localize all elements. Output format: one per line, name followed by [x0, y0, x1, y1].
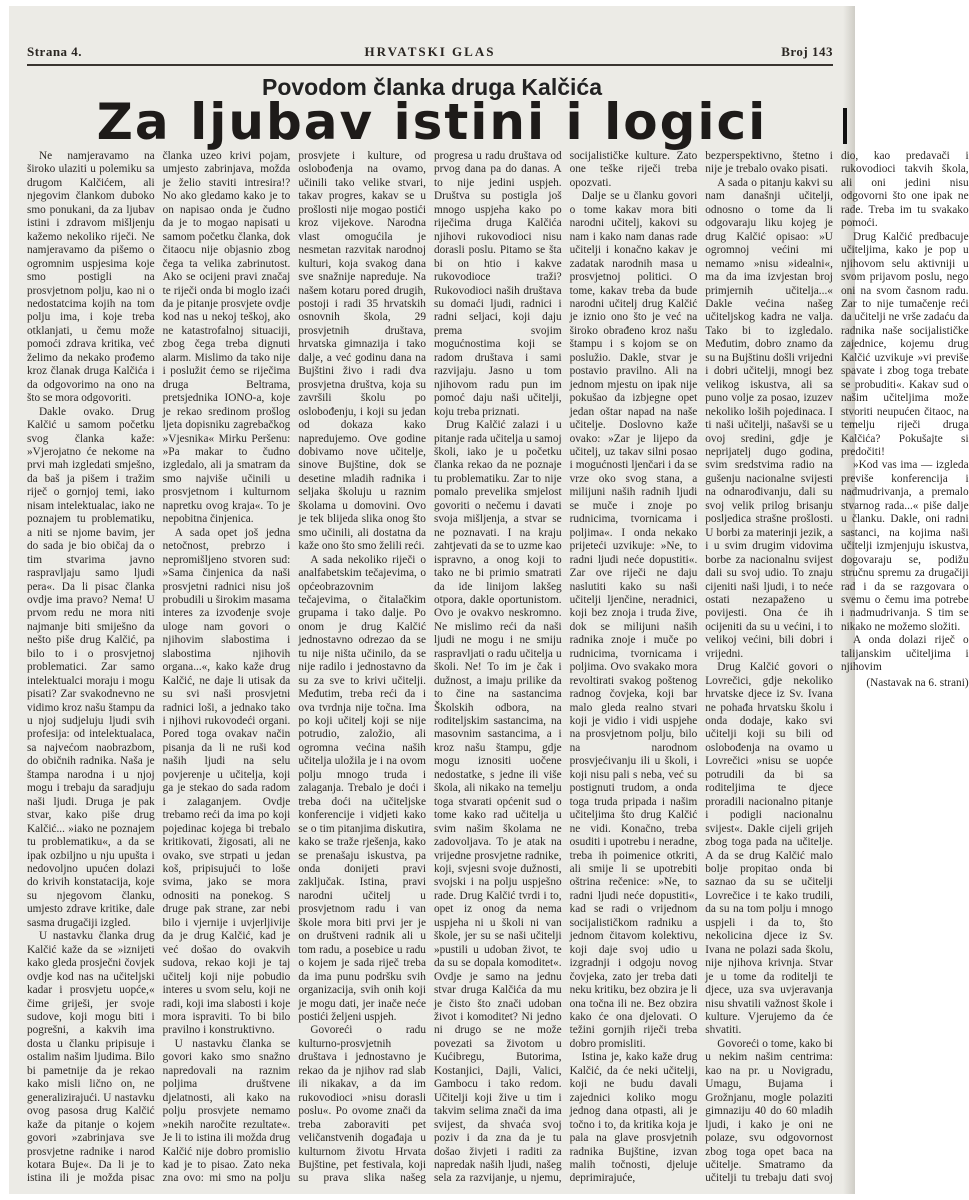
- page-number: Strana 4.: [27, 44, 83, 59]
- newspaper-page: [9, 6, 969, 1194]
- page-header: [27, 40, 833, 62]
- paragraph: U nastavku članka se govori kako smo snažno napredovali na raznim poljima društvene djelatnosti, ali kako na polju prosvjete nemamo »nekih naročite rezultate«. Je li to istina ili možda drug Kalčić nije dobro promislio kad je to pisao. Zato neka zna ovo: mi smo na polju prosvjete i kulture, od oslobođenja na ovamo, učinili tako velike stvari, takav progres, kakav se u prošlosti nije mogao postići kroz vijekove. Narodna vlast omogućila je nesmetan razvitak narodnoj kulturi, koja svakog dana sve snažnije napreduje. Na našem kotaru pored drugih, postoji i radi 35 hrvatskih osnovnih škola, 29 prosvjetnih društava, hrvatska gimnazija i tako dalje, a već godinu dana na Bujštini živo i radi dva prosvjetna društva, koja su završili školu po oslobođenju, i koji su jedan od dokaza kako napredujemo. Ove godine dobivamo nove učitelje, sinove Bujštine, dok se desetine mladih radnika i seljaka školuju u raznim školama u domovini. Ovo je tek blijeda slika onog što smo učinili, ali dostatna da kaže ono što smo želili reći.: [162, 150, 426, 1185]
- margin-mark: [843, 108, 847, 144]
- paragraph: Drug Kalčić zalazi i u pitanje rada učitelja u samoj školi, iako je u početku članka rekao da ne poznaje tu problematiku. Zar to nije pomalo prevelika smjelost govoriti o nečemu i davati svoja mišljenja, a stvar se ne poznavati. I na kraju zahtjevati da se to uzme kao ispravno, a onog koji to tako ne bi primio smatrati da ide linijom lakšeg otpora, dakle oportunistom. Ovo je ovakvo neskromno. Ne mislimo reći da naši ljudi ne mogu i ne smiju raspravljati o radu učitelja u školi. Ne! To im je čak i dužnost, a imaju prilike da to čine na sastancima Školskih odbora, na roditeljskim sastancima, na masovnim sastancima, a i kroz našu štampu, gdje mogu iznositi uočene nedostatke, s jedne ili više škola, ali nikako na temelju toga stvarati općenit sud o tome kako rad učitelja u svim našim školama ne zadovoljava. To je atak na vrijedne prosvjetne radnike, koji, svjesni svoje dužnosti, svojski i na polju uspješno rade. Drug Kalčić tvrdi i to, opet iz onog da nema uspjeha ni u školi ni van škole, jer su se naši učitelji »pustili u udoban život, te da su se dopala komoditet«. Ovdje je samo na jednu stvar druga Kalčića da mu je čisto što znači udoban život i komoditet? Ni jedno ni drugo se ne može povezati sa životom u Kućibregu, Butorima, Kostanjici, Dajli, Valici, Gambocu i tako redom. Učitelji koji žive u tim i takvim selima znači da ima svijest, da shvaća svoj poziv i da zna da je tu došao živjeti i raditi za napredak naših ljudi, našeg sela za razvijanje, u njemu, socijalističke kulture. Zato one teške riječi treba opozvati.: [433, 150, 698, 1185]
- paragraph: Govoreći o radu kulturno-prosvjetnih društava i jednostavno je rekao da je njihov rad slab ili nikakav, a da im rukovodioci »nisu dorasli poslu«. Po ovome znači da treba zaboraviti pet veličanstvenih događaja u kulturnom životu Hrvata Bujštine, pet festivala, koji su prava slika našeg progresa u radu društava od prvog dana pa do danas. A to nije jedini uspjeh. Društva su postigla još mnogo uspjeha kako po riječima druga Kalčića njihovi rukovodioci nisu dorasli poslu. Pitamo se šta bi on htio i kakve rukovodioce traži? Rukovodioci naših društava su domaći ljudi, radnici i radni seljaci, koji daju prema svojim mogućnostima koji se radom društava i sami razvijaju. Jasno u tom njihovom radu pun im pomoć daju naši učitelji, koju treba priznati.: [298, 150, 562, 1185]
- paragraph: »Kod vas ima — izgleda previše konferencija i nadmudrivanja, a premalo stvarnog rada...« piše dalje u članku. Dakle, oni radni sastanci, na kojima naši učitelji izmjenjuju iskustva, dogovaraju se, podižu stručnu spremu za drugačiji rad i da se razgovara o svemu o čemu ima potrebe i nadmudrivanja. S tim se nikako ne možemo složiti.: [840, 459, 969, 633]
- paragraph: A sada o pitanju kakvi su nam današnji učitelji, odnosno o tome da li odgovaraju liku kojeg je drug Kalčić opisao: »U ogromnoj većini mi nemamo »nisu »idealni«, ma da ima izvjestan broj primjernih učitelja...« Dakle većina našeg učiteljskog kadra ne valja. Tako bi to izgledalo. Međutim, dobro znamo da su na Bujštinu došli vrijedni i dobri učitelji, mnogi bez velikog iskustva, ali sa puno volje za posao, izuzev nekoliko loših pojedinaca. I ti naši učitelji, našavši se u ovoj sredini, gdje je neprijatelj dugo godina, svim sredstvima radio na gušenju nacionalne svijesti na odnarođivanju, dali su svoj velik prilog brisanju posljedica strašne prošlosti. U borbi za materinji jezik, a i u svim drugim vidovima borbe za nacionalnu svijest dali su svoj udio. To znaju cijeniti naši ljudi, i to neće ostati nezapaženo u povijesti. Ona će ih ocijeniti da su u većini, i to velikoj većini, bili dobri i vrijedni.: [705, 176, 833, 660]
- paragraph: Ne namjeravamo na široko ulaziti u polemiku sa drugom Kalčićem, ali njegovim člankom duboko smo ponukani, da za ljubav istini i zdravom mišljenju kažemo nekoliko riječi. Ne namjeravamo da pišemo o ogromnim uspjesima koje smo postigli na prosvjetnom polju, kao ni o nedostatcima kojih na tom polju ima, i koje treba otklanjati, u čemu može pomoći zdrava kritika, već želimo da nekako prođemo kroz članak druga Kalčića i da odgovorimo na ono na što se mora odgovoriti.: [27, 150, 155, 405]
- paragraph: Drug Kalčić govori o Lovrečici, gdje nekoliko hrvatske djece iz Sv. Ivana ne pohađa hrvatsku školu i onda dodaje, kako svi učitelji koji su bili od oslobođenja na ovamo u Lovrečici »nisu se uopće potrudili da bi sa roditeljima te djece proradili nacionalno pitanje i podigli nacionalnu svijest«. Dakle cijeli grijeh zbog toga pada na učitelje. A da se drug Kalčić malo bolje propitao onda bi saznao da su se učitelji Lovrečice i te kako trudili, da su na tom polju i mnogo uspjeli i da to, što nekolicina djece iz Sv. Ivana ne polazi sada školu, nije njihova krivnja. Stvar je u tome da roditelji te djece, uza sva uvjeravanja nisu shvatili važnost škole i kulture. Vjerujemo da će shvatiti.: [705, 661, 833, 1037]
- paragraph: Dalje se u članku govori o tome kakav mora biti narodni učitelj, kakovi su nam i kako nam danas rade učitelji i konačno kakav je zadatak narodnih masa u prosvjetnoj politici. O tome, kakav treba da bude narodni učitelj drug Kalčić je iznio ono što je već na široko obrađeno kroz našu štampu i s kojom se on poslužio. Dakle, stvar je postavio pravilno. Ali na jednom mjestu on ipak nije pokušao da izbjegne opet jedan oštar napad na naše učitelje. Doslovno kaže ovako: »Zar je lijepo da učitelj, uz takav silni posao i mogućnosti ljenčari i da se vrze oko svog stana, a milijuni naših radnih ljudi se muče i znoje po rudnicima, tvornicama i poljima«. I onda nekako prijeteći uzvikuje: »Ne, to radni ljudi neće dopustiti«. Zar ove riječi ne daju naslutiti kako su naši učitelji ljenčine, neradnici, koji bez znoja i truda žive, dok se milijuni naših radnika znoje i muče po rudnicima, tvornicama i poljima. Ovo svakako mora revoltirati svakog poštenog radnog čovjeka, koji bar malo gleda realno stvari koji je vidio i vidi uspjehe na prosvjetnom polju, bilo na narodnom prosvjećivanju ili u školi, i koji nisu pali s neba, već su postignuti trudom, a onda toga truda pripada i našim učiteljima što drug Kalčić ne vidi. Konačno, treba osuditi i upotrebu i neradne, treba ih poimenice otkriti, ali smije li se upotrebiti oštrina rečenice: »Ne, to radni ljudi neće dopustiti«, kad se radi o vrijednom socijalističkom radniku a jednom čitavom kolektivu, koji daje svoj udio u izgradnji i odgoju novog čovjeka, zato jer treba dati neku kritiku, bez obzira je li ona točna ili ne. Bez obzira kako će ona djelovati. O težini gornjih riječi treba dobro promisliti.: [569, 190, 698, 1050]
- header-rule: [27, 64, 833, 66]
- paragraph: A sada opet još jedna netočnost, prebrzo i nepromišljeno stvoren sud: »Sama činjenica da naši prosvjetni radnici nisu još probudili u širokim masama interes za izvođenje svoje uloge nam govori o njihovim slabostima i slabostima njihovih organa...«, kako kaže drug Kalčić, ne daje li utisak da su svi naši prosvjetni radnici loši, a jednako tako i njihovi rukovodeći organi. Pored toga ovakav način pisanja da li ne ruši kod naših ljudi na selu povjerenje u učitelja, koji ga je stekao do sada radom i zalaganjem. Ovdje trebamo reći da ima po koji pojedinac kojega bi trebalo kritikovati, žigosati, ali ne ovako, sve strpati u jedan koš, pripisujući to loše svima, jako se mora odnositi na ponekog. S druge pak strane, zar nebi bilo i vjernije i uvjerljivije da je drug Kalčić, kad je već došao do ovakvih sudova, rekao koji je taj učitelj koji nije pobudio interes u svom selu, koji ne radi, koji ima slabosti i koje mora ispraviti. To bi bilo pravilno i konstruktivno.: [162, 526, 291, 1037]
- article-kicker: Povodom članka druga Kalčića: [261, 74, 602, 100]
- article-body: [27, 150, 969, 1190]
- paragraph: A sada nekoliko riječi o analfabetskim tečajevima, o općeobrazovnim tečajevima, o čitalačkim grupama i tako dalje. Po onom je drug Kalčić jednostavno odrezao da se tu nije ništa učinilo, da se nije radilo i jednostavno da su za sve to krivi učitelji. Međutim, treba reći da i ova tvrdnja nije točna. Ima po koji učitelj koji se nije potrudio, založio, ali ogromna većina naših učitelja uložila je i na ovom polju mnogo truda i zalaganja. Trebalo je doći i treba doći na učiteljske konferencije i vidjeti kako se o tim pitanjima diskutira, kako se traže rješenja, kako se prenašaju iskustva, pa onda donijeti pravi zaključak. Istina, pravi narodni učitelj u prosvjetnom radu i van škole mora biti prvi jer je on društveni radnik ali u tom radu, a posebice u radu o kojem je sada riječ treba da ima punu podršku svih organizacija, svih onih koji je mogu dati, jer inače neće postići željeni uspjeh.: [298, 553, 426, 1023]
- paragraph: Drug Kalčić predbacuje učiteljima, kako je pop u njihovom selu aktivniji u svom prijavom poslu, nego oni na svom časnom radu. Zar to nije tumačenje reći da učitelji ne vrše zadaću da radnika naše socijalističke zajednice, kojemu drug Kalčić uzvikuje »vi previše spavate i zbog toga trebate se probuditi«. Kakav sud o našim učiteljima može stvoriti neupućen čitaoc, na temelju riječi druga Kalčića? Pokušajte si predočiti!: [840, 230, 969, 458]
- newspaper-name: HRVATSKI GLAS: [364, 44, 496, 59]
- paragraph: U nastavku članka drug Kalčić kaže da se »iznijeti kako gleda prosječni čovjek ovdje kod nas na učiteljski kadar i prosvjetu uopće,« čime griješi, jer svoje sudove, koji mogu biti i pogrešni, a kakvih ima dosta u članku pripisuje i ostalim našim ljudima. Bilo bi pametnije da je rekao kako misli lično on, ne generalizirajući. U nastavku ovog pasosa drug Kalčić kaže da pitanje o kojem govori »zabrinjava sve prosvjetne radnike i narod kotara Buje«. Da li je to istina ili je možda pisac članka uzeo krivi pojam, umjesto zabrinjava, možda je želio staviti intresira!? No ako gledamo kako je to on napisao onda je čudno da je to mogao napisati u samom početku članka, dok čitaocu nije objasnio zbog čega ta velika zabrinutost. Ako se ocijeni pravi značaj te riječi onda bi moglo izaći da je pitanje prosvjete ovdje kod nas u nekoj teškoj, ako ne katastrofalnoj situaciji, zbog čega treba dignuti alarm. Mislimo da tako nije i poslužit ćemo se riječima druga Beltrama, pretsjednika IONO-a, koje je rekao sredinom prošlog ljeta dopisniku zagrebačkog »Vjesnika« Mirku Peršenu: »Pa makar to čudno izgledalo, ali ja smatram da smo najviše učinili u prosvjetnom i kulturnom napretku ovog kraja«. To je nepobitna činjenica.: [27, 150, 291, 1185]
- paragraph: Istina je, kako kaže drug Kalčić, da će neki učitelji, koji ne budu davali zajednici koliko mogu jednog dana otpasti, ali je točno i to, da kritika koja je pala na glave prosvjetnih radnika Bujštine, izvan malih točnosti, djeluje deprimirajuće, bezperspektivno, štetno i nije je trebalo ovako pisati.: [569, 150, 833, 1185]
- article-headline: Za ljubav istini i logici: [96, 93, 768, 151]
- paragraph: Govoreći o tome, kako bi u nekim našim centrima: kao na pr. u Novigradu, Umagu, Bujama i Grožnjanu, mogle polaziti gimnaziju 40 do 60 mladih ljudi, i kako je oni ne polaze, svu odgovornost zbog toga opet baca na učitelje. Smatramo da učitelji tu trebaju dati svoj dio, kao predavači i rukovodioci takvih škola, ali oni jedini nisu odgovorni što one ipak ne rade. Treba im tu svakako pomoći.: [705, 150, 969, 1185]
- paragraph: Dakle ovako. Drug Kalčić u samom početku svog članka kaže: »Vjerojatno će nekome na prvi mah izgledati smješno, da baš ja pišem i tražim riječ o gornjoj temi, iako nisam intelektualac, iako ne poznajem tu problematiku, a niti se njome bavim, jer do sada je bio običaj da o tim stvarima javno raspravljaju samo ljudi pera«. Da li pisac članka ovdje ima pravo? Nema! U prvom redu ne mora niti najmanje biti smiješno da nešto piše drug Kalčić, pa bilo to i o prosvjetnoj problematici. Zar samo intelektualci moraju i mogu pisati? Zar svakodnevno ne vidimo kroz našu štampu da u njoj sudjeluju ljudi svih profesija: od intelektualaca, sa najvećom naobrazbom, do običnih radnika. Naša je štampa narodna i u njoj mogu i trebaju da saradjuju naši ljudi. Druga je pak stvar, kako piše drug Kalčić... »iako ne poznajem tu problematiku«, a da se ipak ozbiljno u nju upušta i nedovoljno upućen dolazi do krivih konstatacija, koje su njegovom članku, umjesto zdrave kritike, dale sasma drugačiji izgled.: [27, 405, 155, 929]
- issue-number: Broj 143: [781, 44, 833, 59]
- paragraph: A onda dolazi riječ o talijanskim učiteljima i njihovim: [840, 634, 969, 674]
- continuation-note: (Nastavak na 6. strani): [866, 676, 969, 689]
